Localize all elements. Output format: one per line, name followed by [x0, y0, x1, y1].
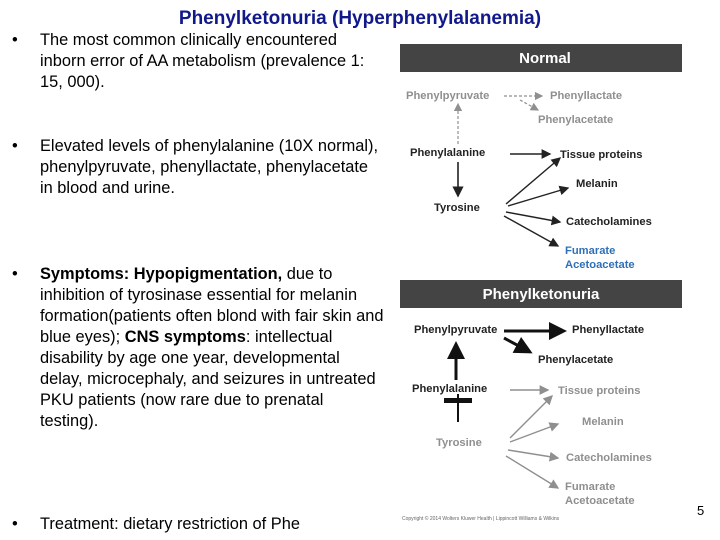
normal-phenylpyruvate: Phenylpyruvate	[406, 90, 490, 102]
pku-tyrosine: Tyrosine	[436, 437, 482, 449]
normal-tyrosine: Tyrosine	[434, 202, 480, 214]
pku-panel	[400, 280, 682, 518]
pku-phenylacetate: Phenylacetate	[538, 354, 614, 366]
normal-phenylalanine: Phenylalanine	[410, 147, 486, 159]
normal-fumarate: Fumarate	[565, 245, 616, 257]
bullet-text: The most common clinically encountered inborn error of AA metabolism (prevalence 1: 15, 000).	[40, 31, 365, 91]
normal-panel	[400, 40, 682, 280]
pku-banner-label: Phenylketonuria	[482, 285, 600, 303]
bullet-text: Treatment: dietary restriction of Phe	[40, 515, 300, 533]
bullet-symptoms	[12, 264, 384, 432]
symptoms-heading: Symptoms: Hypopigmentation,	[40, 265, 283, 283]
cns-text: : intellectual disability by age one year, developmental delay, microcephaly, and seizures in untreated PKU patients (now rare due to prenatal testing).	[40, 328, 376, 430]
pathway-figure	[400, 40, 682, 518]
bullet-marker: •	[12, 265, 18, 283]
bullet-text: Elevated levels of phenylalanine (10X normal), phenylpyruvate, phenyllactate, phenylacetate in blood and urine.	[40, 137, 379, 197]
arrow-pyruvate-acetate	[520, 100, 538, 110]
arrow-pyruvate-acetate	[504, 338, 530, 352]
bullet-text	[40, 264, 384, 432]
normal-phenyllactate: Phenyllactate	[550, 90, 623, 102]
arrow-tyr-proteins	[510, 396, 552, 438]
figure-credit: Copyright © 2014 Wolters Kluwer Health | Lippincott Williams & Wilkins	[402, 516, 560, 522]
bullet-prevalence	[12, 30, 384, 93]
pku-phenyllactate: Phenyllactate	[572, 324, 645, 336]
bullet-treatment	[12, 514, 384, 535]
pku-tissue-proteins: Tissue proteins	[558, 385, 641, 397]
bullet-marker: •	[12, 515, 18, 533]
normal-catecholamines: Catecholamines	[566, 216, 652, 228]
arrow-tyr-fumarate	[506, 456, 558, 488]
normal-banner-label: Normal	[519, 49, 571, 67]
normal-melanin: Melanin	[576, 178, 618, 190]
pku-arrows	[400, 280, 682, 518]
normal-tissue-proteins: Tissue proteins	[560, 149, 643, 161]
arrow-tyr-catechol	[508, 450, 558, 458]
pku-phenylalanine: Phenylalanine	[412, 383, 488, 395]
normal-acetoacetate: Acetoacetate	[565, 259, 635, 271]
normal-phenylacetate: Phenylacetate	[538, 114, 614, 126]
arrow-tyr-melanin	[508, 188, 568, 206]
pku-acetoacetate: Acetoacetate	[565, 495, 635, 507]
pku-melanin: Melanin	[582, 416, 624, 428]
slide-title: Phenylketonuria (Hyperphenylalanemia)	[178, 8, 542, 29]
arrow-tyr-proteins	[506, 158, 560, 204]
bullet-marker: •	[12, 31, 18, 49]
cns-heading: CNS symptoms	[124, 328, 246, 346]
page-number: 5	[697, 503, 705, 518]
arrow-tyr-catechol	[506, 212, 560, 222]
symptoms-text: due to inhibition of tyrosinase essential for melanin formation(patients often blond with fair skin and blue eyes);	[40, 265, 384, 346]
pku-phenylpyruvate: Phenylpyruvate	[414, 324, 498, 336]
bullet-elevated-levels	[12, 136, 384, 199]
enzyme-block-bar	[444, 398, 472, 403]
bullet-marker: •	[12, 137, 18, 155]
pku-catecholamines: Catecholamines	[566, 452, 652, 464]
arrow-tyr-melanin	[510, 424, 558, 442]
pku-fumarate: Fumarate	[565, 481, 616, 493]
